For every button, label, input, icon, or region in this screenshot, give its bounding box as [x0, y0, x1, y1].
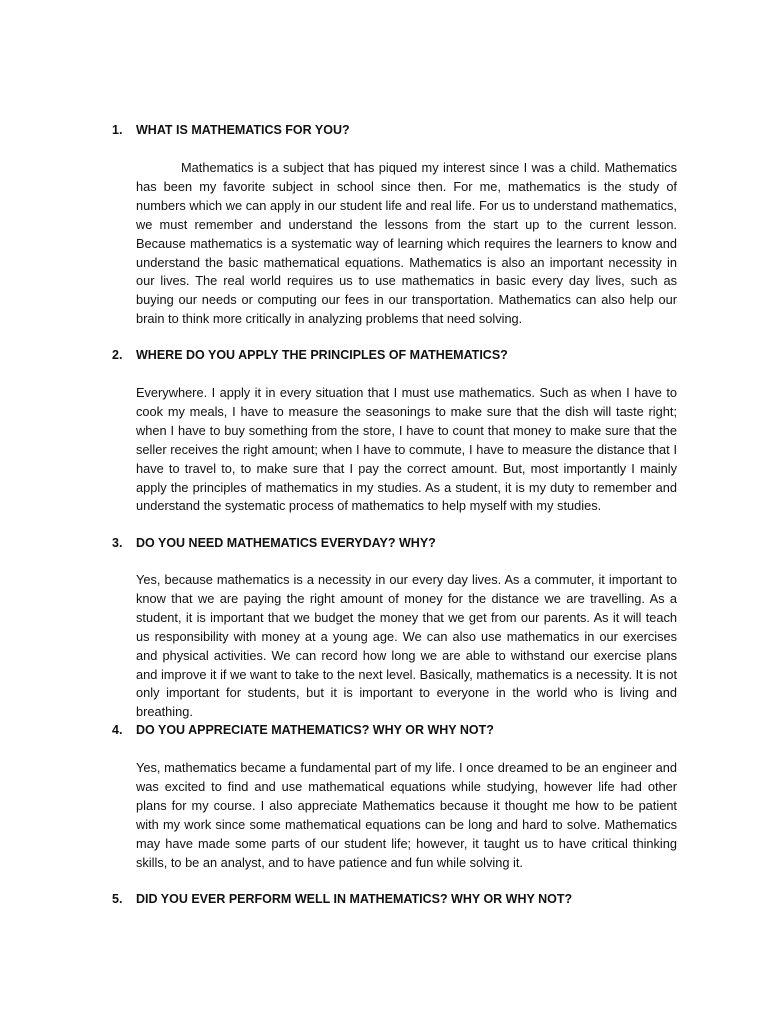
answer-2-paragraph: Everywhere. I apply it in every situation that I must use mathematics. Such as when I have to cook my meals, I have to measure the seasonings to make sure that the dish will taste right; when I have to buy something from the store, I have to count that money to make sure that the seller receives the right amount; when I have to commute, I have to measure the distance that I have to travel to, to make sure that I pay the correct amount. But, most importantly I mainly apply the principles of mathematics in my studies. As a student, it is my duty to remember and understand the systematic process of mathematics to help myself with my studies. — [136, 385, 677, 514]
question-number: 5. — [112, 892, 123, 906]
question-title: DID YOU EVER PERFORM WELL IN MATHEMATICS? WHY OR WHY NOT? — [136, 892, 573, 906]
answer-1-paragraph: Mathematics is a subject that has piqued my interest since I was a child. Mathematics has been my favorite subject in school since then. For me, mathematics is the study of numbers which we can apply in our student life and real life. For us to understand mathematics, we must remember and understand the lessons from the start up to the current lesson. Because mathematics is a systematic way of learning which requires the learners to know and understand the basic mathematical equations. Mathematics is also an important necessity in our lives. The real world requires us to use mathematics in basic every day lives, such as buying our needs or computing our fees in our transportation. Mathematics can also help our brain to think more critically in analyzing problems that need solving. — [136, 160, 677, 327]
answer-3-paragraph: Yes, because mathematics is a necessity in our every day lives. As a commuter, it important to know that we are paying the right amount of money for the distance we are travelling. As a student, it is important that we budget the money that we get from our parents. As it will teach us responsibility with money at a young age. We can also use mathematics in our exercises and physical activities. We can record how long we are able to withstand our exercise plans and improve it if we want to take to the next level. Basically, mathematics is a necessity. It is not only important for students, but it is important to everyone in the world who is living and breathing. — [136, 572, 677, 720]
question-title: WHAT IS MATHEMATICS FOR YOU? — [136, 123, 350, 137]
question-3-heading — [112, 535, 688, 551]
question-number: 1. — [112, 123, 123, 137]
question-5-heading — [112, 891, 688, 907]
question-number: 2. — [112, 348, 123, 362]
question-4-heading — [112, 722, 688, 738]
answer-4-paragraph: Yes, mathematics became a fundamental part of my life. I once dreamed to be an engineer and was excited to find and use mathematical equations while studying, however life had other plans for my course. I also appreciate Mathematics because it thought me how to be patient with my work since some mathematical equations can be long and hard to solve. Mathematics may have made some parts of our student life; however, it taught us to have critical thinking skills, to be an analyst, and to have patience and fun while solving it. — [136, 760, 677, 870]
question-2-heading — [112, 347, 688, 363]
question-number: 4. — [112, 723, 123, 737]
question-1-heading — [112, 122, 688, 138]
question-title: DO YOU APPRECIATE MATHEMATICS? WHY OR WHY NOT? — [136, 723, 494, 737]
question-title: WHERE DO YOU APPLY THE PRINCIPLES OF MATHEMATICS? — [136, 348, 508, 362]
question-title: DO YOU NEED MATHEMATICS EVERYDAY? WHY? — [136, 536, 436, 550]
question-number: 3. — [112, 536, 123, 550]
